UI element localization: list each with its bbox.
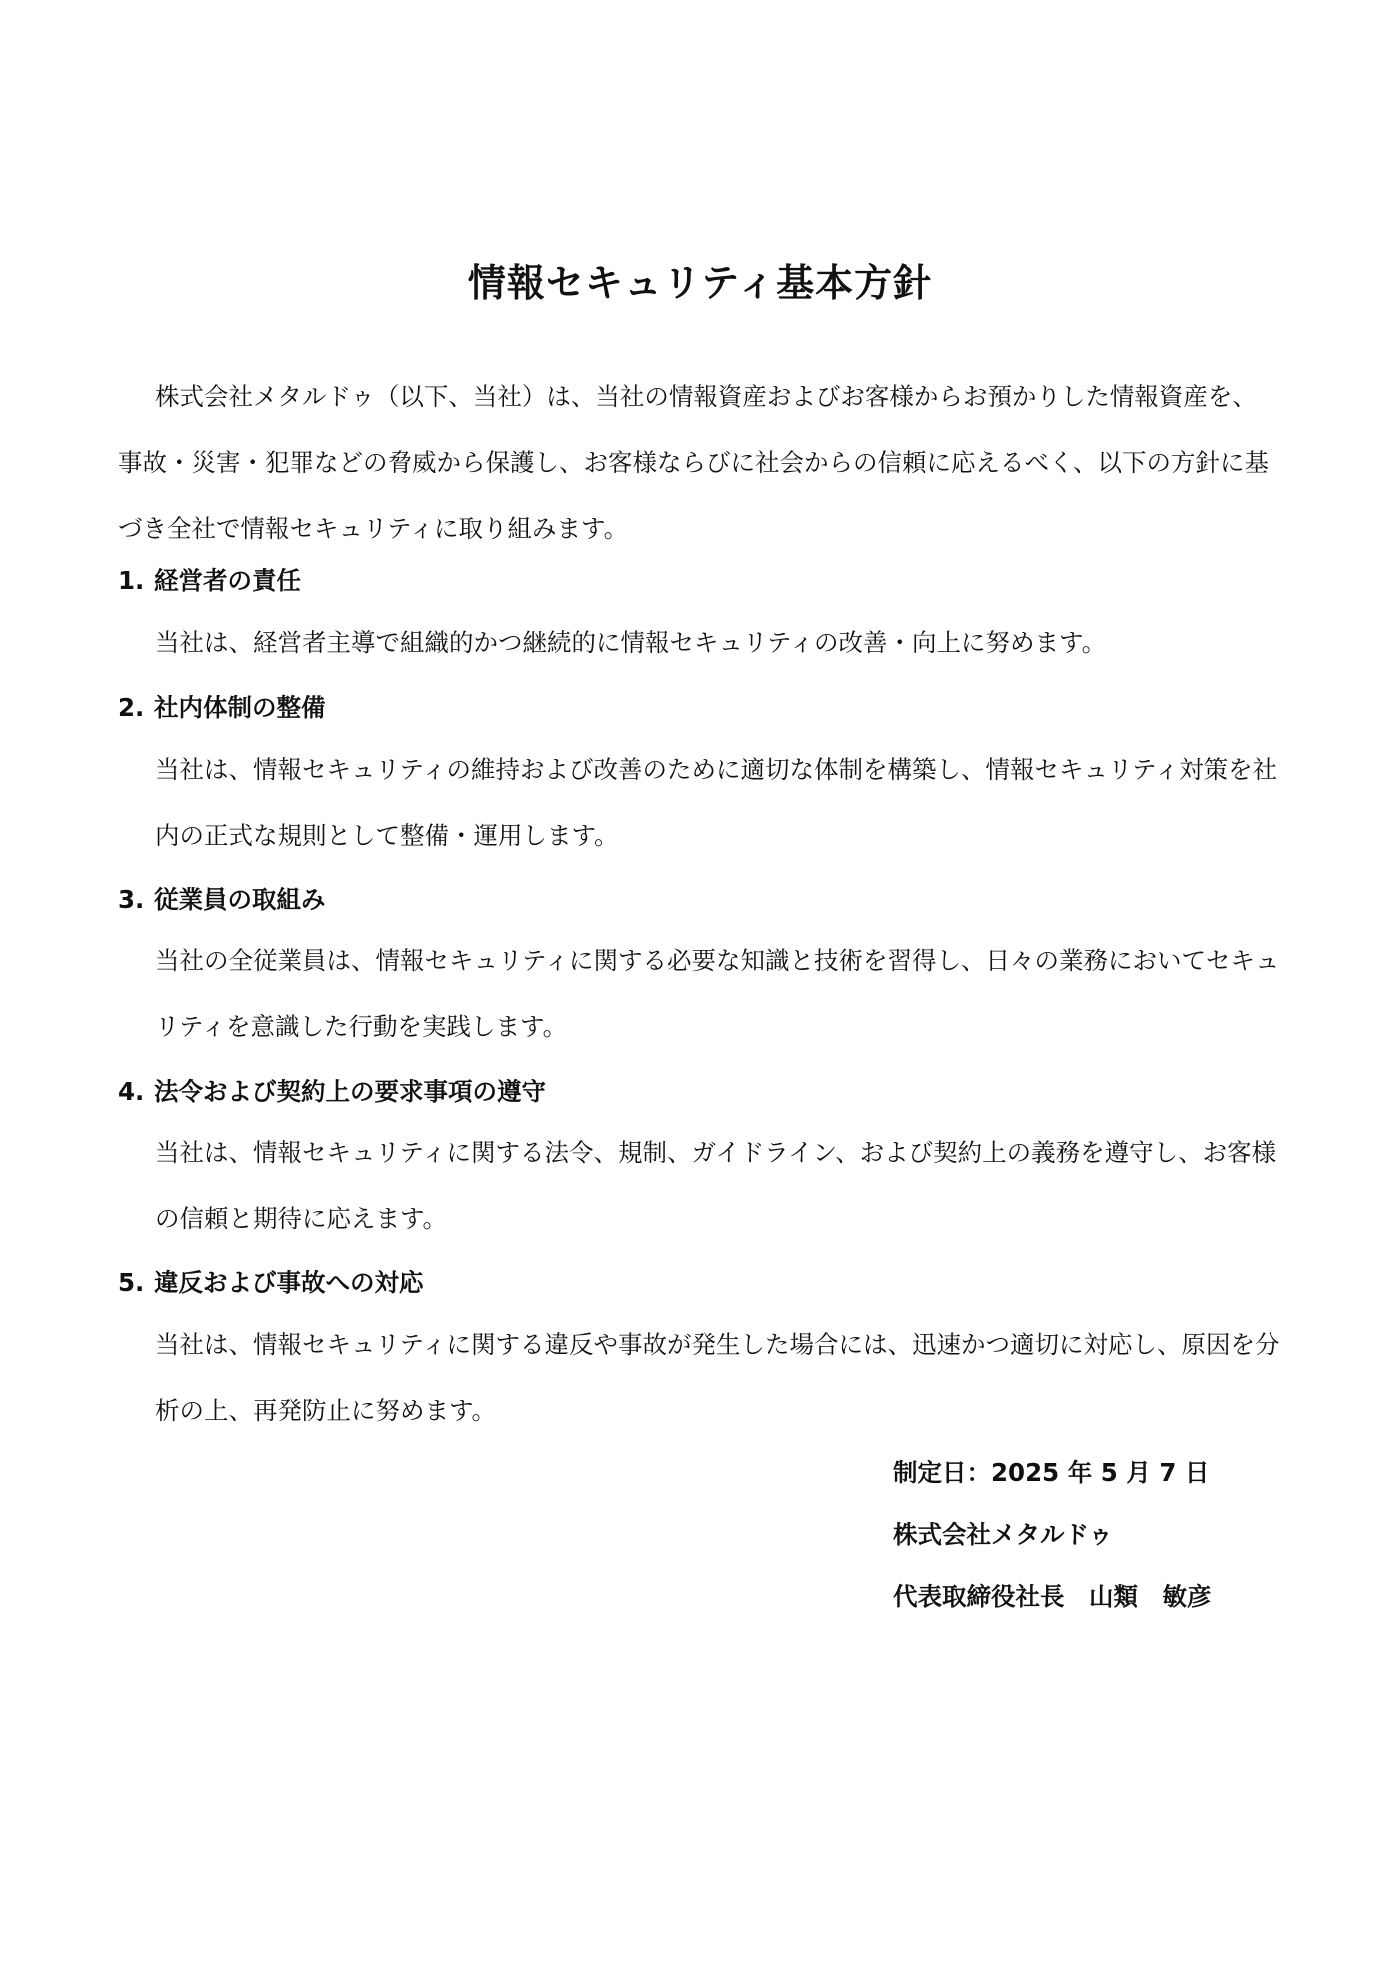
section-number-5: 5.: [118, 1268, 145, 1297]
section-number-1: 1.: [118, 566, 145, 595]
section-heading-5: [118, 1263, 424, 1303]
signature-block: [893, 1453, 1293, 1639]
section-title-2: 社内体制の整備: [154, 693, 326, 722]
section-heading-1: [118, 561, 301, 601]
section-title-5: 違反および事故への対応: [154, 1268, 424, 1297]
section-body-2: 当社は、情報セキュリティの維持および改善のために適切な体制を構築し、情報セキュリティ対策を社内の正式な規則として整備・運用します。: [155, 755, 1278, 850]
intro-paragraph: 株式会社メタルドゥ（以下、当社）は、当社の情報資産およびお客様からお預かりした情報資産を、事故・災害・犯罪などの脅威から保護し、お客様ならびに社会からの信頼に応えるべく、以下の方針に基づき全社で情報セキュリティに取り組みます。: [118, 382, 1270, 543]
section-number-4: 4.: [118, 1077, 145, 1106]
document-title: 情報セキュリティ基本方針: [467, 261, 933, 305]
section-heading-2: [118, 688, 326, 728]
company-name: 株式会社メタルドゥ: [893, 1520, 1113, 1549]
section-heading-3: [118, 880, 326, 920]
section-body-1: 当社は、経営者主導で組織的かつ継続的に情報セキュリティの改善・向上に努めます。: [155, 628, 1107, 657]
representative-name: 代表取締役社長 山類 敏彦: [893, 1582, 1212, 1611]
section-body-4: 当社は、情報セキュリティに関する法令、規制、ガイドライン、および契約上の義務を遵守し、お客様の信頼と期待に応えます。: [155, 1138, 1277, 1233]
section-body-3: 当社の全従業員は、情報セキュリティに関する必要な知識と技術を習得し、日々の業務においてセキュリティを意識した行動を実践します。: [155, 946, 1280, 1041]
section-body-5: 当社は、情報セキュリティに関する違反や事故が発生した場合には、迅速かつ適切に対応し、原因を分析の上、再発防止に努めます。: [155, 1330, 1280, 1425]
section-number-2: 2.: [118, 693, 145, 722]
section-title-4: 法令および契約上の要求事項の遵守: [154, 1077, 546, 1106]
section-heading-4: [118, 1072, 546, 1112]
enactment-date: 制定日：2025 年 5 月 7 日: [893, 1458, 1210, 1487]
section-number-3: 3.: [118, 885, 145, 914]
section-title-3: 従業員の取組み: [154, 885, 326, 914]
section-title-1: 経営者の責任: [154, 566, 301, 595]
